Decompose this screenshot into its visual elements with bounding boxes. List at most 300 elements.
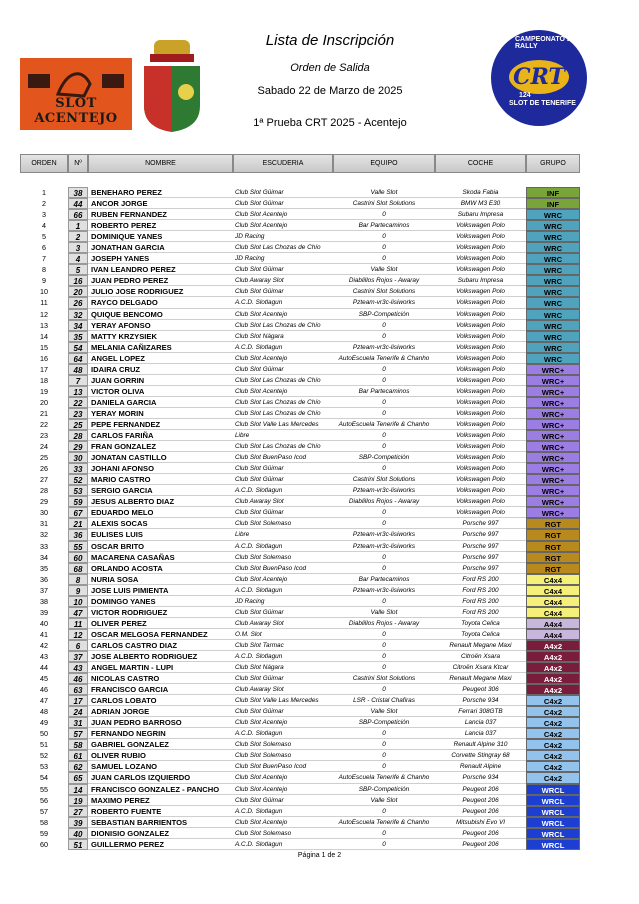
cell-nombre: ADRIAN JORGE xyxy=(88,706,233,717)
col-orden: ORDEN xyxy=(20,154,68,173)
cell-coche: Volkswagen Polo xyxy=(435,496,526,507)
cell-nombre: JUAN GORRIN xyxy=(88,375,233,386)
cell-equipo: Bar Partecaminos xyxy=(333,574,435,585)
table-row xyxy=(20,275,580,286)
cell-num: 68 xyxy=(68,563,88,574)
cell-escuderia: Club Slot Acentejo xyxy=(233,220,333,231)
table-row xyxy=(20,397,580,408)
cell-orden: 26 xyxy=(40,464,48,474)
cell-coche: Volkswagen Polo xyxy=(435,286,526,297)
cell-grupo: WRC+ xyxy=(526,430,580,441)
cell-num: 65 xyxy=(68,772,88,783)
cell-escuderia: Club Slot Solemaso xyxy=(233,739,333,750)
cell-num: 39 xyxy=(68,817,88,828)
cell-orden: 31 xyxy=(40,519,48,529)
cell-grupo: WRC+ xyxy=(526,496,580,507)
cell-equipo: SBP-Competición xyxy=(333,452,435,463)
cell-escuderia: Club Awaray Slot xyxy=(233,684,333,695)
cell-num: 33 xyxy=(68,463,88,474)
cell-nombre: JUAN PEDRO PEREZ xyxy=(88,275,233,286)
cell-orden: 13 xyxy=(40,320,48,330)
cell-grupo: RGT xyxy=(526,518,580,529)
cell-escuderia: Club Awaray Slot xyxy=(233,275,333,286)
table-row xyxy=(20,761,580,772)
cell-grupo: WRC xyxy=(526,353,580,364)
table-row xyxy=(20,474,580,485)
cell-nombre: EDUARDO MELO xyxy=(88,507,233,518)
cell-equipo: Castrini Slot Solutions xyxy=(333,673,435,684)
cell-grupo: WRC xyxy=(526,242,580,253)
cell-orden: 42 xyxy=(40,640,48,650)
cell-equipo: SBP-Competición xyxy=(333,717,435,728)
cell-orden: 57 xyxy=(40,806,48,816)
cell-grupo: C4x2 xyxy=(526,772,580,783)
table-row xyxy=(20,198,580,209)
cell-escuderia: Club Awaray Slot xyxy=(233,618,333,629)
cell-escuderia: Club Slot BuenPaso Icod xyxy=(233,761,333,772)
cell-equipo: 0 xyxy=(333,253,435,264)
cell-equipo: Pzteam-vr3c-lisiworks xyxy=(333,541,435,552)
cell-num: 48 xyxy=(68,364,88,375)
cell-grupo: WRCL xyxy=(526,839,580,850)
cell-num: 8 xyxy=(68,574,88,585)
table-row xyxy=(20,817,580,828)
cell-equipo: SBP-Competición xyxy=(333,784,435,795)
cell-orden: 27 xyxy=(40,475,48,485)
cell-nombre: ORLANDO ACOSTA xyxy=(88,563,233,574)
cell-orden: 36 xyxy=(40,574,48,584)
cell-escuderia: Club Slot Acentejo xyxy=(233,309,333,320)
cell-nombre: JULIO JOSE RODRIGUEZ xyxy=(88,286,233,297)
cell-coche: Volkswagen Polo xyxy=(435,253,526,264)
cell-equipo: Castrini Slot Solutions xyxy=(333,286,435,297)
cell-num: 20 xyxy=(68,286,88,297)
cell-grupo: WRC+ xyxy=(526,441,580,452)
cell-grupo: RGT xyxy=(526,563,580,574)
cell-nombre: JUAN PEDRO BARROSO xyxy=(88,717,233,728)
cell-coche: Volkswagen Polo xyxy=(435,320,526,331)
cell-orden: 7 xyxy=(42,254,46,264)
cell-coche: Volkswagen Polo xyxy=(435,441,526,452)
cell-nombre: GUILLERMO PEREZ xyxy=(88,839,233,850)
cell-equipo: 0 xyxy=(333,209,435,220)
cell-equipo: AutoEscuela Tenerife & Chanho xyxy=(333,772,435,783)
cell-grupo: WRC+ xyxy=(526,375,580,386)
cell-escuderia: Club Slot Las Chozas de Chío xyxy=(233,375,333,386)
cell-coche: Volkswagen Polo xyxy=(435,353,526,364)
cell-grupo: C4x2 xyxy=(526,728,580,739)
cell-nombre: CARLOS LOBATO xyxy=(88,695,233,706)
cell-num: 32 xyxy=(68,309,88,320)
cell-nombre: GABRIEL GONZALEZ xyxy=(88,739,233,750)
cell-coche: Volkswagen Polo xyxy=(435,419,526,430)
cell-coche: Skoda Fabia xyxy=(435,187,526,198)
cell-nombre: ROBERTO FUENTE xyxy=(88,806,233,817)
coat-of-arms-icon xyxy=(140,36,204,134)
cell-num: 5 xyxy=(68,264,88,275)
cell-escuderia: Club Slot Güimar xyxy=(233,507,333,518)
cell-grupo: C4x2 xyxy=(526,761,580,772)
entry-list xyxy=(20,187,580,850)
cell-escuderia: Club Slot Solemaso xyxy=(233,518,333,529)
cell-coche: Lancia 037 xyxy=(435,728,526,739)
cell-escuderia: A.C.D. Slotlagun xyxy=(233,297,333,308)
table-row xyxy=(20,441,580,452)
cell-nombre: OLIVER PEREZ xyxy=(88,618,233,629)
cell-equipo: Valle Slot xyxy=(333,264,435,275)
cell-coche: Volkswagen Polo xyxy=(435,507,526,518)
cell-coche: Porsche 997 xyxy=(435,563,526,574)
cell-equipo: AutoEscuela Tenerife & Chanho xyxy=(333,419,435,430)
table-row xyxy=(20,331,580,342)
cell-orden: 24 xyxy=(40,442,48,452)
cell-coche: Ferrari 308GTB xyxy=(435,706,526,717)
cell-coche: Volkswagen Polo xyxy=(435,220,526,231)
cell-escuderia: Club Slot Güimar xyxy=(233,463,333,474)
cell-nombre: MELANIA CAÑIZARES xyxy=(88,342,233,353)
table-row xyxy=(20,750,580,761)
cell-nombre: OSCAR MELGOSA FERNANDEZ xyxy=(88,629,233,640)
cell-escuderia: Club Slot Güimar xyxy=(233,198,333,209)
cell-escuderia: JD Racing xyxy=(233,596,333,607)
table-row xyxy=(20,529,580,540)
cell-num: 63 xyxy=(68,684,88,695)
cell-coche: Porsche 997 xyxy=(435,552,526,563)
table-row xyxy=(20,419,580,430)
table-row xyxy=(20,739,580,750)
cell-equipo: 0 xyxy=(333,563,435,574)
cell-num: 25 xyxy=(68,419,88,430)
cell-escuderia: Club Slot Güimar xyxy=(233,706,333,717)
cell-escuderia: Club Slot Güimar xyxy=(233,187,333,198)
cell-nombre: ANGEL MARTIN - LUPI xyxy=(88,662,233,673)
cell-orden: 48 xyxy=(40,707,48,717)
cell-nombre: MAXIMO PEREZ xyxy=(88,795,233,806)
cell-coche: Peugeot 206 xyxy=(435,806,526,817)
table-row xyxy=(20,596,580,607)
cell-num: 46 xyxy=(68,673,88,684)
cell-nombre: VICTOR RODRIGUEZ xyxy=(88,607,233,618)
table-row xyxy=(20,839,580,850)
cell-escuderia: O.M. Slot xyxy=(233,629,333,640)
col-nombre: NOMBRE xyxy=(88,154,233,173)
cell-orden: 43 xyxy=(40,651,48,661)
table-row xyxy=(20,496,580,507)
table-row xyxy=(20,309,580,320)
cell-orden: 18 xyxy=(40,375,48,385)
table-row xyxy=(20,772,580,783)
cell-num: 60 xyxy=(68,552,88,563)
cell-num: 57 xyxy=(68,728,88,739)
cell-grupo: A4x2 xyxy=(526,684,580,695)
cell-coche: Ford RS 200 xyxy=(435,596,526,607)
cell-orden: 60 xyxy=(40,839,48,849)
cell-equipo: Bar Partecaminos xyxy=(333,220,435,231)
cell-escuderia: Club Slot Acentejo xyxy=(233,386,333,397)
cell-escuderia: Club Slot Las Chozas de Chío xyxy=(233,441,333,452)
cell-escuderia: A.C.D. Slotlagun xyxy=(233,839,333,850)
cell-equipo: 0 xyxy=(333,750,435,761)
cell-grupo: C4x2 xyxy=(526,750,580,761)
table-row xyxy=(20,563,580,574)
col-num: Nº xyxy=(68,154,88,173)
cell-escuderia: Club Slot Solemaso xyxy=(233,828,333,839)
cell-num: 19 xyxy=(68,795,88,806)
cell-equipo: AutoEscuela Tenerife & Chanho xyxy=(333,353,435,364)
cell-grupo: C4x4 xyxy=(526,585,580,596)
cell-nombre: ANGEL LOPEZ xyxy=(88,353,233,364)
cell-coche: Renault Alpine 310 xyxy=(435,739,526,750)
cell-orden: 3 xyxy=(42,210,46,220)
cell-coche: Volkswagen Polo xyxy=(435,297,526,308)
cell-escuderia: Libre xyxy=(233,430,333,441)
cell-nombre: YERAY AFONSO xyxy=(88,320,233,331)
cell-orden: 45 xyxy=(40,674,48,684)
cell-equipo: 0 xyxy=(333,397,435,408)
cell-escuderia: Club Slot Solemaso xyxy=(233,552,333,563)
cell-escuderia: Club Slot Las Chozas de Chío xyxy=(233,320,333,331)
cell-equipo: Castrini Slot Solutions xyxy=(333,474,435,485)
table-row xyxy=(20,629,580,640)
cell-equipo: 0 xyxy=(333,662,435,673)
cell-nombre: DIONISIO GONZALEZ xyxy=(88,828,233,839)
table-row xyxy=(20,430,580,441)
cell-nombre: NICOLAS CASTRO xyxy=(88,673,233,684)
cell-nombre: ALEXIS SOCAS xyxy=(88,518,233,529)
cell-escuderia: Club Slot Acentejo xyxy=(233,574,333,585)
cell-grupo: INF xyxy=(526,198,580,209)
table-row xyxy=(20,485,580,496)
badge-top-text: CAMPEONATO DE RALLY xyxy=(515,36,577,50)
table-row xyxy=(20,286,580,297)
cell-orden: 28 xyxy=(40,486,48,496)
badge-side-text: SLOT DE TENERIFE xyxy=(509,100,576,107)
cell-coche: Volkswagen Polo xyxy=(435,452,526,463)
cell-orden: 1 xyxy=(42,188,46,197)
cell-orden: 47 xyxy=(40,696,48,706)
cell-num: 2 xyxy=(68,231,88,242)
cell-orden: 56 xyxy=(40,795,48,805)
cell-coche: Volkswagen Polo xyxy=(435,386,526,397)
cell-equipo: 0 xyxy=(333,651,435,662)
table-row xyxy=(20,452,580,463)
cell-orden: 30 xyxy=(40,508,48,518)
cell-grupo: RGT xyxy=(526,552,580,563)
table-row xyxy=(20,220,580,231)
table-row xyxy=(20,618,580,629)
cell-escuderia: Club Slot Acentejo xyxy=(233,353,333,364)
cell-coche: Renault Megane Maxi xyxy=(435,673,526,684)
cell-escuderia: Club Slot Acentejo xyxy=(233,817,333,828)
cell-nombre: JONATAN CASTILLO xyxy=(88,452,233,463)
cell-grupo: WRC+ xyxy=(526,364,580,375)
cell-equipo: Castrini Slot Solutions xyxy=(333,198,435,209)
cell-grupo: WRCL xyxy=(526,817,580,828)
cell-coche: Ford RS 200 xyxy=(435,607,526,618)
cell-escuderia: Club Slot BuenPaso Icod xyxy=(233,563,333,574)
cell-num: 24 xyxy=(68,706,88,717)
cell-num: 13 xyxy=(68,386,88,397)
cell-coche: Porsche 934 xyxy=(435,772,526,783)
cell-grupo: C4x4 xyxy=(526,607,580,618)
cell-orden: 20 xyxy=(40,397,48,407)
cell-nombre: MARIO CASTRO xyxy=(88,474,233,485)
cell-escuderia: Club Slot Nágara xyxy=(233,662,333,673)
cell-coche: Citroën Xsara xyxy=(435,651,526,662)
table-row xyxy=(20,320,580,331)
cell-escuderia: A.C.D. Slotlagun xyxy=(233,485,333,496)
event-date: Sabado 22 de Marzo de 2025 xyxy=(257,85,403,97)
cell-nombre: MACARENA CASAÑAS xyxy=(88,552,233,563)
table-row xyxy=(20,607,580,618)
cell-equipo: Valle Slot xyxy=(333,187,435,198)
cell-escuderia: Club Slot Acentejo xyxy=(233,717,333,728)
cell-num: 36 xyxy=(68,529,88,540)
cell-equipo: Valle Slot xyxy=(333,795,435,806)
cell-grupo: WRC xyxy=(526,320,580,331)
cell-nombre: CARLOS FARIÑA xyxy=(88,430,233,441)
document-title: Lista de Inscripción xyxy=(265,32,395,49)
cell-nombre: RAYCO DELGADO xyxy=(88,297,233,308)
cell-num: 54 xyxy=(68,342,88,353)
cell-nombre: FRAN GONZALEZ xyxy=(88,441,233,452)
cell-escuderia: Club Slot Solemaso xyxy=(233,750,333,761)
cell-nombre: IVAN LEANDRO PEREZ xyxy=(88,264,233,275)
badge-crt-text: CRT xyxy=(509,60,569,94)
cell-orden: 59 xyxy=(40,828,48,838)
crt-championship-badge xyxy=(491,30,587,126)
cell-coche: Peugeot 306 xyxy=(435,684,526,695)
cell-orden: 52 xyxy=(40,751,48,761)
cell-escuderia: A.C.D. Slotlagun xyxy=(233,541,333,552)
cell-escuderia: Club Slot Güimar xyxy=(233,286,333,297)
cell-coche: BMW M3 E30 xyxy=(435,198,526,209)
cell-grupo: WRC xyxy=(526,231,580,242)
cell-coche: Volkswagen Polo xyxy=(435,242,526,253)
cell-num: 58 xyxy=(68,739,88,750)
cell-grupo: WRC xyxy=(526,220,580,231)
cell-orden: 22 xyxy=(40,419,48,429)
cell-num: 59 xyxy=(68,496,88,507)
slot-acentejo-logo xyxy=(20,58,132,130)
cell-nombre: IDAIRA CRUZ xyxy=(88,364,233,375)
cell-orden: 9 xyxy=(42,276,46,286)
cell-orden: 37 xyxy=(40,585,48,595)
cell-orden: 38 xyxy=(40,596,48,606)
cell-coche: Volkswagen Polo xyxy=(435,463,526,474)
cell-orden: 4 xyxy=(42,221,46,231)
cell-nombre: CARLOS CASTRO DIAZ xyxy=(88,640,233,651)
cell-nombre: OSCAR BRITO xyxy=(88,541,233,552)
cell-coche: Porsche 997 xyxy=(435,541,526,552)
table-row xyxy=(20,795,580,806)
cell-nombre: VICTOR OLIVA xyxy=(88,386,233,397)
table-row xyxy=(20,364,580,375)
cell-orden: 17 xyxy=(40,364,48,374)
cell-num: 10 xyxy=(68,596,88,607)
cell-grupo: WRC+ xyxy=(526,419,580,430)
col-grupo: GRUPO xyxy=(526,154,580,173)
cell-equipo: 0 xyxy=(333,728,435,739)
cell-nombre: PEPE FERNANDEZ xyxy=(88,419,233,430)
table-row xyxy=(20,231,580,242)
cell-coche: Volkswagen Polo xyxy=(435,364,526,375)
cell-grupo: WRC+ xyxy=(526,507,580,518)
cell-orden: 10 xyxy=(40,287,48,297)
cell-orden: 14 xyxy=(40,331,48,341)
cell-grupo: WRCL xyxy=(526,784,580,795)
cell-escuderia: Club Slot Las Chozas de Chío xyxy=(233,408,333,419)
cell-equipo: 0 xyxy=(333,507,435,518)
cell-escuderia: Club Slot BuenPaso Icod xyxy=(233,452,333,463)
cell-num: 21 xyxy=(68,518,88,529)
cell-escuderia: Club Slot Güimar xyxy=(233,474,333,485)
cell-coche: Porsche 934 xyxy=(435,695,526,706)
cell-equipo: Pzteam-vr3c-lisiworks xyxy=(333,342,435,353)
cell-orden: 29 xyxy=(40,497,48,507)
cell-num: 38 xyxy=(68,187,88,198)
page-footer: Página 1 de 2 xyxy=(297,852,342,859)
event-name: 1ª Prueba CRT 2025 - Acentejo xyxy=(253,117,407,129)
cell-equipo: 0 xyxy=(333,441,435,452)
table-row xyxy=(20,728,580,739)
cell-equipo: Valle Slot xyxy=(333,607,435,618)
cell-grupo: A4x4 xyxy=(526,629,580,640)
cell-equipo: 0 xyxy=(333,375,435,386)
cell-equipo: 0 xyxy=(333,839,435,850)
cell-coche: Peugeot 206 xyxy=(435,839,526,850)
cell-coche: Volkswagen Polo xyxy=(435,375,526,386)
cell-orden: 50 xyxy=(40,729,48,739)
cell-orden: 35 xyxy=(40,563,48,573)
cell-grupo: C4x4 xyxy=(526,574,580,585)
cell-num: 30 xyxy=(68,452,88,463)
cell-num: 62 xyxy=(68,761,88,772)
cell-escuderia: Club Slot Tarmac xyxy=(233,640,333,651)
cell-num: 11 xyxy=(68,618,88,629)
cell-nombre: JOSE LUIS PIMIENTA xyxy=(88,585,233,596)
cell-escuderia: Club Slot Güimar xyxy=(233,673,333,684)
cell-grupo: WRCL xyxy=(526,795,580,806)
table-row xyxy=(20,784,580,795)
cell-num: 7 xyxy=(68,375,88,386)
cell-grupo: WRC+ xyxy=(526,474,580,485)
table-row xyxy=(20,242,580,253)
cell-orden: 39 xyxy=(40,607,48,617)
cell-equipo: 0 xyxy=(333,739,435,750)
cell-grupo: C4x2 xyxy=(526,706,580,717)
cell-grupo: WRC xyxy=(526,275,580,286)
cell-orden: 53 xyxy=(40,762,48,772)
cell-equipo: Bar Partecaminos xyxy=(333,386,435,397)
table-row xyxy=(20,585,580,596)
cell-num: 52 xyxy=(68,474,88,485)
cell-escuderia: Club Slot Las Chozas de Chío xyxy=(233,397,333,408)
cell-escuderia: JD Racing xyxy=(233,231,333,242)
cell-nombre: BENEHARO PEREZ xyxy=(88,187,233,198)
cell-nombre: FRANCISCO GARCIA xyxy=(88,684,233,695)
cell-num: 3 xyxy=(68,242,88,253)
table-row xyxy=(20,386,580,397)
cell-equipo: Pzteam-vr3c-lisiworks xyxy=(333,529,435,540)
cell-escuderia: A.C.D. Slotlagun xyxy=(233,342,333,353)
cell-coche: Toyota Celica xyxy=(435,618,526,629)
cell-coche: Lancia 037 xyxy=(435,717,526,728)
cell-grupo: WRC+ xyxy=(526,408,580,419)
cell-grupo: WRC xyxy=(526,297,580,308)
table-row xyxy=(20,717,580,728)
cell-nombre: NURIA SOSA xyxy=(88,574,233,585)
